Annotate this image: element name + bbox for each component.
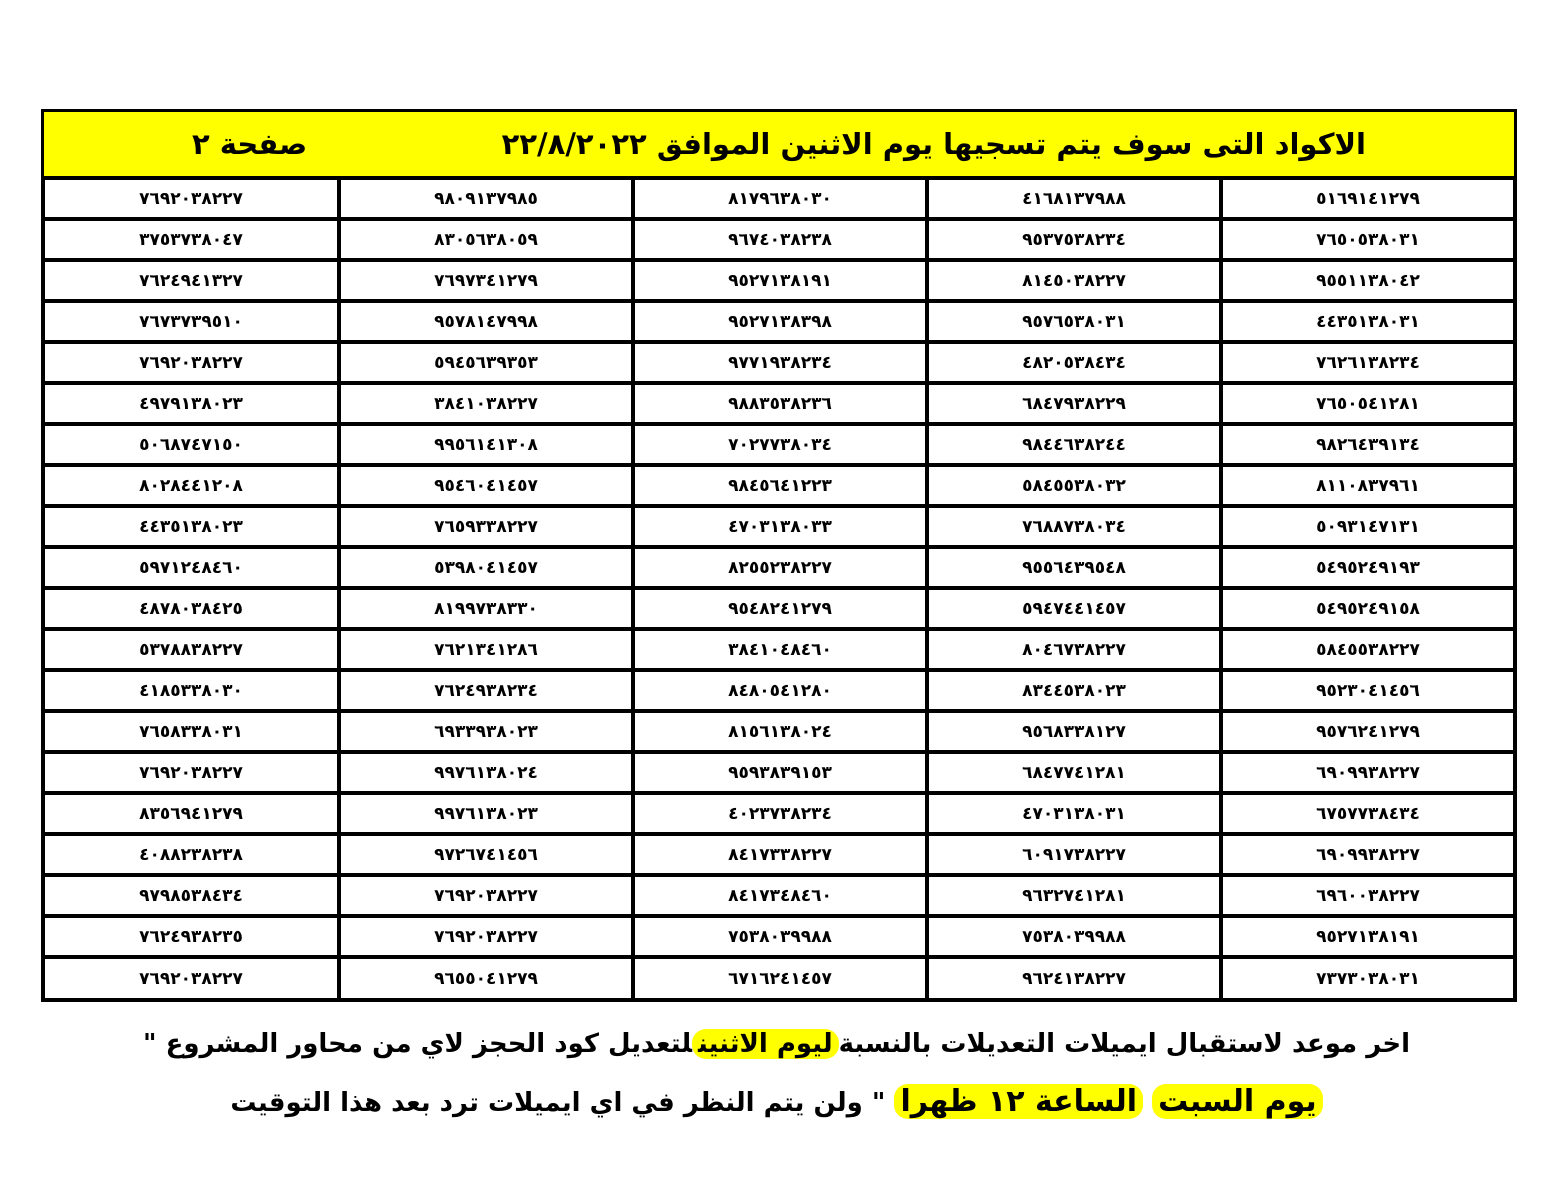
table-cell: ٧٦٧٣٧٣٩٥١٠ bbox=[44, 302, 338, 343]
table-cell: ٩٥٤٦٠٤١٤٥٧ bbox=[338, 466, 632, 507]
table-cell: ٤٤٣٥١٣٨٠٢٣ bbox=[44, 507, 338, 548]
table-cell: ٤٤٣٥١٣٨٠٣١ bbox=[1220, 302, 1514, 343]
table-cell: ٩٥٥٦٤٣٩٥٤٨ bbox=[926, 548, 1220, 589]
table-cell: ٤٠٢٣٧٣٨٢٣٤ bbox=[632, 794, 926, 835]
table-cell: ٩٧٩٨٥٣٨٤٣٤ bbox=[44, 876, 338, 917]
table-cell: ٤٩٧٩١٣٨٠٢٣ bbox=[44, 384, 338, 425]
table-cell: ٥١٦٩١٤١٢٧٩ bbox=[1220, 179, 1514, 220]
table-cell: ٧٦٩٧٣٤١٢٧٩ bbox=[338, 261, 632, 302]
table-cell: ٩٥٣٧٥٣٨٢٣٤ bbox=[926, 220, 1220, 261]
table-cell: ٩٧٢٦٧٤١٤٥٦ bbox=[338, 835, 632, 876]
table-cell: ٧٦٩٢٠٣٨٢٢٧ bbox=[338, 876, 632, 917]
table-row bbox=[44, 794, 1514, 835]
table-cell: ٧٦٩٢٠٣٨٢٢٧ bbox=[338, 917, 632, 958]
table-cell: ٤٨٢٠٥٣٨٤٣٤ bbox=[926, 343, 1220, 384]
table-cell: ٩٥٢٧١٣٨١٩١ bbox=[632, 261, 926, 302]
table-cell: ٧٦٢١٣٤١٢٨٦ bbox=[338, 630, 632, 671]
table-cell: ٨١٧٩٦٣٨٠٣٠ bbox=[632, 179, 926, 220]
table-row bbox=[44, 548, 1514, 589]
table-cell: ٤٨٧٨٠٣٨٤٢٥ bbox=[44, 589, 338, 630]
table-cell: ٥٣٩٨٠٤١٤٥٧ bbox=[338, 548, 632, 589]
table-cell: ٧٦٥٠٥٤١٢٨١ bbox=[1220, 384, 1514, 425]
table-cell: ٨٠٢٨٤٤١٢٠٨ bbox=[44, 466, 338, 507]
table-row bbox=[44, 958, 1514, 999]
table-cell: ٧٦٢٤٩٤١٣٢٧ bbox=[44, 261, 338, 302]
table-cell: ٥٩٤٥٦٣٩٣٥٣ bbox=[338, 343, 632, 384]
table-cell: ٨١٤٥٠٣٨٢٢٧ bbox=[926, 261, 1220, 302]
table-cell: ٩٩٥٦١٤١٣٠٨ bbox=[338, 425, 632, 466]
page-title: الاكواد التى سوف يتم تسجيها يوم الاثنين الموافق ٢٢/٨/٢٠٢٢ bbox=[501, 127, 1366, 161]
table-row bbox=[44, 261, 1514, 302]
table-row bbox=[44, 384, 1514, 425]
table-cell: ٧٣٧٣٠٣٨٠٣١ bbox=[1220, 958, 1514, 999]
table-cell: ٣٨٤١٠٣٨٢٢٧ bbox=[338, 384, 632, 425]
table-cell: ٧٦٢٤٩٣٨٢٣٤ bbox=[338, 671, 632, 712]
table-cell: ٩٨٤٥٦٤١٢٢٣ bbox=[632, 466, 926, 507]
table-cell: ٦٧١٦٢٤١٤٥٧ bbox=[632, 958, 926, 999]
table-row bbox=[44, 917, 1514, 958]
table-cell: ٨٣٠٥٦٣٨٠٥٩ bbox=[338, 220, 632, 261]
table-cell: ٧٦٢٦١٣٨٢٣٤ bbox=[1220, 343, 1514, 384]
table-cell: ٩٩٧٦١٣٨٠٢٣ bbox=[338, 794, 632, 835]
table-cell: ٦٩٣٣٩٣٨٠٢٣ bbox=[338, 712, 632, 753]
table-cell: ٩٦٢٤١٣٨٢٢٧ bbox=[926, 958, 1220, 999]
table-cell: ٧٦٢٤٩٣٨٢٣٥ bbox=[44, 917, 338, 958]
table-row bbox=[44, 179, 1514, 220]
table-cell: ٧٥٣٨٠٣٩٩٨٨ bbox=[926, 917, 1220, 958]
table-row bbox=[44, 589, 1514, 630]
table-row bbox=[44, 343, 1514, 384]
table-cell: ٤٧٠٣١٣٨٠٣٣ bbox=[632, 507, 926, 548]
table-row bbox=[44, 507, 1514, 548]
table-cell: ٦٨٤٧٧٤١٢٨١ bbox=[926, 753, 1220, 794]
table-cell: ٩٦٥٥٠٤١٢٧٩ bbox=[338, 958, 632, 999]
table-row bbox=[44, 671, 1514, 712]
table-cell: ٤٠٨٨٢٣٨٢٣٨ bbox=[44, 835, 338, 876]
table-cell: ٨٤١٧٣٣٨٢٢٧ bbox=[632, 835, 926, 876]
table-cell: ٩٥٧٦٢٤١٢٧٩ bbox=[1220, 712, 1514, 753]
table-row bbox=[44, 630, 1514, 671]
codes-table bbox=[44, 179, 1514, 999]
table-row bbox=[44, 712, 1514, 753]
table-cell: ٦٧٥٧٧٣٨٤٣٤ bbox=[1220, 794, 1514, 835]
table-cell: ٨٤١٧٣٤٨٤٦٠ bbox=[632, 876, 926, 917]
table-cell: ٥٠٦٨٧٤٧١٥٠ bbox=[44, 425, 338, 466]
table-cell: ٦٨٤٧٩٣٨٢٢٩ bbox=[926, 384, 1220, 425]
table-cell: ٩٦٧٤٠٣٨٢٣٨ bbox=[632, 220, 926, 261]
table-cell: ٩٥٧٦٥٣٨٠٣١ bbox=[926, 302, 1220, 343]
table-row bbox=[44, 835, 1514, 876]
notice-text: لتعديل كود الحجز لاي من محاور المشروع " bbox=[142, 1029, 692, 1059]
table-cell: ٥٤٩٥٢٤٩١٥٨ bbox=[1220, 589, 1514, 630]
notice-text: اخر موعد لاستقبال ايميلات التعديلات بالنسبة bbox=[838, 1029, 1411, 1059]
table-cell: ٤١٨٥٣٣٨٠٣٠ bbox=[44, 671, 338, 712]
table-cell: ٨٢٥٥٢٣٨٢٢٧ bbox=[632, 548, 926, 589]
table-cell: ٣٨٤١٠٤٨٤٦٠ bbox=[632, 630, 926, 671]
table-cell: ٥٤٩٥٢٤٩١٩٣ bbox=[1220, 548, 1514, 589]
table-cell: ٧٥٣٨٠٣٩٩٨٨ bbox=[632, 917, 926, 958]
table-cell: ٧٦٩٢٠٣٨٢٢٧ bbox=[44, 343, 338, 384]
table-row bbox=[44, 220, 1514, 261]
table-cell: ٥٩٧١٢٤٨٤٦٠ bbox=[44, 548, 338, 589]
table-cell: ٤٧٠٣١٣٨٠٣١ bbox=[926, 794, 1220, 835]
title-bar bbox=[44, 112, 1514, 179]
table-cell: ٥٨٤٥٥٣٨٢٢٧ bbox=[1220, 630, 1514, 671]
table-cell: ٧٦٩٢٠٣٨٢٢٧ bbox=[44, 753, 338, 794]
table-cell: ٨٠٤٦٧٣٨٢٢٧ bbox=[926, 630, 1220, 671]
deadline-notice-line-1 bbox=[100, 1022, 1453, 1066]
table-cell: ٨١٩٩٧٣٨٣٣٠ bbox=[338, 589, 632, 630]
deadline-notice-line-2 bbox=[100, 1077, 1453, 1128]
codes-sheet bbox=[41, 109, 1517, 1002]
table-cell: ٦٩٠٩٩٣٨٢٢٧ bbox=[1220, 753, 1514, 794]
table-cell: ٧٦٥٠٥٣٨٠٣١ bbox=[1220, 220, 1514, 261]
notice-highlight-time: الساعة ١٢ ظهرا bbox=[894, 1084, 1143, 1119]
table-cell: ٤١٦٨١٣٧٩٨٨ bbox=[926, 179, 1220, 220]
table-cell: ٩٧٧١٩٣٨٢٣٤ bbox=[632, 343, 926, 384]
table-cell: ٥٣٧٨٨٣٨٢٢٧ bbox=[44, 630, 338, 671]
table-cell: ٩٥٥١١٣٨٠٤٢ bbox=[1220, 261, 1514, 302]
table-cell: ٥٩٤٧٤٤١٤٥٧ bbox=[926, 589, 1220, 630]
table-cell: ٧٦٨٨٧٣٨٠٣٤ bbox=[926, 507, 1220, 548]
table-cell: ٧٦٩٢٠٣٨٢٢٧ bbox=[44, 958, 338, 999]
table-row bbox=[44, 876, 1514, 917]
table-cell: ٥٨٤٥٥٣٨٠٣٢ bbox=[926, 466, 1220, 507]
notice-highlight-saturday: يوم السبت bbox=[1152, 1084, 1323, 1119]
table-row bbox=[44, 425, 1514, 466]
table-cell: ٩٥٦٨٣٣٨١٢٧ bbox=[926, 712, 1220, 753]
table-cell: ٦٩٠٩٩٣٨٢٢٧ bbox=[1220, 835, 1514, 876]
table-cell: ٧٦٩٢٠٣٨٢٢٧ bbox=[44, 179, 338, 220]
table-cell: ٩٥٢٧١٣٨١٩١ bbox=[1220, 917, 1514, 958]
table-cell: ٩٥٤٨٢٤١٢٧٩ bbox=[632, 589, 926, 630]
table-cell: ٩٨٤٤٦٣٨٢٤٤ bbox=[926, 425, 1220, 466]
table-cell: ٩٥٢٣٠٤١٤٥٦ bbox=[1220, 671, 1514, 712]
table-cell: ٧٦٥٨٣٣٨٠٣١ bbox=[44, 712, 338, 753]
notice-text: " ولن يتم النظر في اي ايميلات ترد بعد هذا التوقيت bbox=[230, 1088, 886, 1118]
table-cell: ٣٧٥٣٧٣٨٠٤٧ bbox=[44, 220, 338, 261]
table-row bbox=[44, 302, 1514, 343]
table-cell: ٩٨٢٦٤٣٩١٣٤ bbox=[1220, 425, 1514, 466]
table-cell: ٩٥٩٣٨٣٩١٥٣ bbox=[632, 753, 926, 794]
table-cell: ٦٠٩١٧٣٨٢٢٧ bbox=[926, 835, 1220, 876]
table-cell: ٩٥٧٨١٤٧٩٩٨ bbox=[338, 302, 632, 343]
table-cell: ٨٤٨٠٥٤١٢٨٠ bbox=[632, 671, 926, 712]
table-row bbox=[44, 466, 1514, 507]
table-cell: ٩٩٧٦١٣٨٠٢٤ bbox=[338, 753, 632, 794]
table-cell: ٦٩٦٠٠٣٨٢٢٧ bbox=[1220, 876, 1514, 917]
table-cell: ٩٥٢٧١٣٨٣٩٨ bbox=[632, 302, 926, 343]
page-number-label: صفحة ٢ bbox=[192, 127, 308, 161]
table-cell: ٨١٥٦١٣٨٠٢٤ bbox=[632, 712, 926, 753]
table-cell: ٩٦٣٢٧٤١٢٨١ bbox=[926, 876, 1220, 917]
table-cell: ٧٠٢٧٧٣٨٠٣٤ bbox=[632, 425, 926, 466]
table-cell: ٧٦٥٩٣٣٨٢٢٧ bbox=[338, 507, 632, 548]
table-cell: ٩٨٨٣٥٣٨٢٣٦ bbox=[632, 384, 926, 425]
notice-highlight-monday: ليوم الاثنين bbox=[692, 1029, 839, 1059]
table-cell: ٨٣٥٦٩٤١٢٧٩ bbox=[44, 794, 338, 835]
table-cell: ٩٨٠٩١٣٧٩٨٥ bbox=[338, 179, 632, 220]
table-row bbox=[44, 753, 1514, 794]
table-cell: ٨١١٠٨٣٧٩٦١ bbox=[1220, 466, 1514, 507]
table-cell: ٥٠٩٣١٤٧١٣١ bbox=[1220, 507, 1514, 548]
table-cell: ٨٣٤٤٥٣٨٠٢٣ bbox=[926, 671, 1220, 712]
